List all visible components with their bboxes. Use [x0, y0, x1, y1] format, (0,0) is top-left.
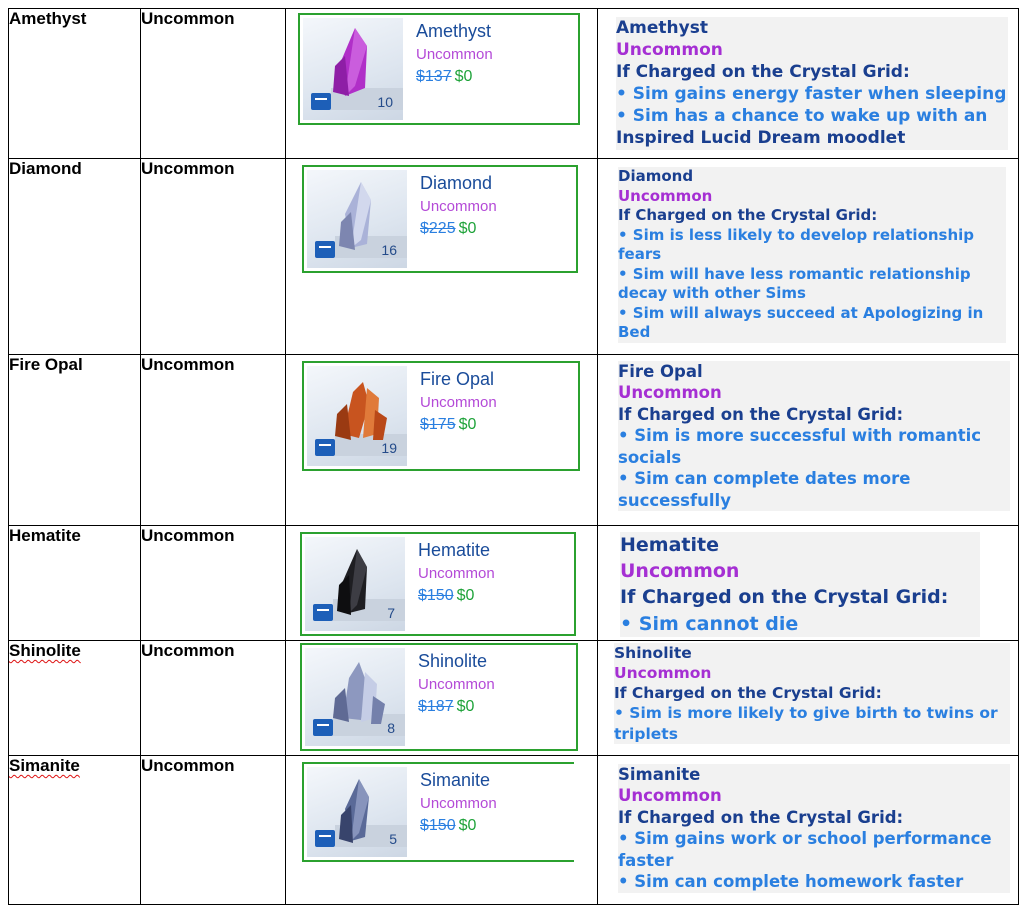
crystal-name: Diamond [9, 159, 82, 178]
desc-title: Hematite [620, 534, 719, 556]
crystal-icon [327, 656, 391, 736]
desc-line: • Sim will always succeed at Apologizing in [618, 303, 984, 322]
storage-icon [315, 439, 335, 456]
card-rarity: Uncommon [420, 795, 497, 812]
card-name: Hematite [418, 540, 491, 560]
crystal-name-cell [9, 159, 141, 355]
item-count: 10 [377, 94, 393, 110]
desc-line: • Sim will have less romantic relationship [618, 264, 971, 283]
old-price: $225 [420, 220, 456, 237]
desc-rarity: Uncommon [620, 560, 740, 583]
card-info [418, 651, 572, 716]
card-info [420, 173, 572, 238]
description-cell [598, 526, 1019, 641]
table-row [9, 159, 1019, 355]
description-cell [598, 641, 1019, 756]
description-cell [598, 756, 1019, 905]
rarity-cell [141, 756, 286, 905]
crystal-card [302, 762, 574, 862]
desc-heading: If Charged on the Crystal Grid: [618, 807, 904, 827]
desc-line: successfully [618, 490, 731, 510]
storage-icon [315, 830, 335, 847]
old-price: $137 [416, 68, 452, 85]
desc-rarity: Uncommon [618, 383, 722, 403]
desc-line: • Sim gains work or school performance [618, 829, 992, 849]
old-price: $150 [418, 587, 454, 604]
desc-line: • Sim cannot die [620, 612, 799, 635]
desc-title: Diamond [618, 167, 694, 185]
new-price: $0 [454, 68, 473, 85]
description-cell [598, 159, 1019, 355]
new-price: $0 [458, 416, 477, 433]
table-row [9, 641, 1019, 756]
desc-heading: If Charged on the Crystal Grid: [620, 586, 949, 609]
description-panel [620, 532, 980, 637]
item-count: 8 [387, 720, 395, 736]
desc-line: socials [618, 447, 682, 467]
new-price: $0 [458, 817, 477, 834]
desc-heading: If Charged on the Crystal Grid: [618, 206, 878, 224]
crystal-thumbnail [307, 170, 407, 268]
crystal-card [302, 361, 580, 471]
table-row [9, 9, 1019, 159]
desc-heading: If Charged on the Crystal Grid: [618, 404, 904, 424]
card-info [420, 369, 574, 434]
crystal-name: Amethyst [9, 9, 87, 28]
card-name: Simanite [420, 770, 491, 790]
desc-line: • Sim gains energy faster when sleeping [616, 84, 1007, 105]
old-price: $187 [418, 698, 454, 715]
table-row [9, 526, 1019, 641]
crystal-name-cell [9, 355, 141, 526]
desc-line: • Sim can complete homework faster [618, 872, 964, 892]
crystal-thumbnail [303, 18, 403, 120]
rarity-cell [141, 159, 286, 355]
card-name: Shinolite [418, 651, 488, 671]
desc-title: Shinolite [614, 644, 692, 662]
desc-line: faster [618, 850, 674, 870]
description-panel [616, 17, 1008, 150]
desc-line: • Sim can complete dates more [618, 469, 911, 489]
card-price [420, 817, 570, 835]
card-price [416, 68, 574, 86]
card-price [418, 587, 570, 605]
crystal-thumbnail [307, 366, 407, 466]
desc-line: decay with other Sims [618, 284, 806, 302]
crystal-name: Hematite [9, 526, 81, 545]
description-cell [598, 355, 1019, 526]
card-price [420, 416, 574, 434]
crystal-name-cell [9, 756, 141, 905]
crystal-name-cell [9, 526, 141, 641]
item-count: 16 [381, 242, 397, 258]
rarity-text: Uncommon [141, 159, 235, 178]
item-count: 7 [387, 605, 395, 621]
crystal-card [300, 532, 576, 636]
desc-line: Bed [618, 323, 651, 341]
storage-icon [313, 719, 333, 736]
description-panel [618, 361, 1010, 511]
storage-icon [315, 241, 335, 258]
desc-title: Amethyst [616, 18, 708, 38]
rarity-cell [141, 641, 286, 756]
table-row [9, 756, 1019, 905]
card-info [416, 21, 574, 86]
crystal-icon [327, 545, 387, 623]
desc-rarity: Uncommon [618, 786, 722, 806]
rarity-text: Uncommon [141, 9, 235, 28]
description-cell [598, 9, 1019, 159]
description-panel [618, 764, 1010, 893]
crystal-card [298, 13, 580, 125]
desc-heading: If Charged on the Crystal Grid: [616, 62, 910, 83]
card-rarity: Uncommon [416, 46, 493, 63]
card-rarity: Uncommon [420, 198, 497, 215]
rarity-text: Uncommon [141, 641, 235, 660]
rarity-cell [141, 355, 286, 526]
crystal-thumbnail [305, 648, 405, 746]
rarity-text: Uncommon [141, 355, 235, 374]
card-cell [286, 159, 598, 355]
old-price: $150 [420, 817, 456, 834]
rarity-text: Uncommon [141, 526, 235, 545]
card-price [418, 698, 572, 716]
card-info [420, 770, 570, 835]
crystal-card [300, 643, 578, 751]
storage-icon [313, 604, 333, 621]
card-cell [286, 756, 598, 905]
new-price: $0 [456, 587, 475, 604]
crystal-name-cell [9, 641, 141, 756]
crystal-icon [329, 775, 389, 851]
item-count: 5 [389, 831, 397, 847]
card-name: Amethyst [416, 21, 492, 41]
desc-line: triplets [614, 724, 678, 743]
card-info [418, 540, 570, 605]
card-name: Diamond [420, 173, 493, 193]
description-panel [614, 643, 1010, 744]
desc-line: fears [618, 245, 662, 263]
desc-title: Simanite [618, 765, 701, 784]
desc-line: Inspired Lucid Dream moodlet [616, 128, 906, 149]
card-name: Fire Opal [420, 369, 495, 389]
item-count: 19 [381, 440, 397, 456]
crystal-icon [329, 178, 389, 258]
rarity-cell [141, 9, 286, 159]
crystal-name: Fire Opal [9, 355, 83, 374]
card-rarity: Uncommon [420, 394, 497, 411]
desc-line: • Sim is more likely to give birth to twins or [614, 704, 998, 723]
card-cell [286, 9, 598, 159]
card-cell [286, 355, 598, 526]
crystal-table [8, 8, 1019, 905]
rarity-cell [141, 526, 286, 641]
description-panel [618, 167, 1006, 343]
new-price: $0 [458, 220, 477, 237]
crystal-name: Shinolite [9, 641, 81, 660]
table-row [9, 355, 1019, 526]
card-rarity: Uncommon [418, 565, 495, 582]
card-cell [286, 641, 598, 756]
crystal-name: Simanite [9, 756, 80, 775]
rarity-text: Uncommon [141, 756, 235, 775]
desc-line: • Sim is less likely to develop relationship [618, 225, 975, 244]
storage-icon [311, 93, 331, 110]
desc-heading: If Charged on the Crystal Grid: [614, 684, 882, 703]
desc-rarity: Uncommon [618, 186, 713, 205]
crystal-card [302, 165, 578, 273]
desc-title: Fire Opal [618, 362, 703, 381]
crystal-thumbnail [307, 767, 407, 857]
crystal-name-cell [9, 9, 141, 159]
desc-rarity: Uncommon [616, 40, 723, 61]
new-price: $0 [456, 698, 475, 715]
card-cell [286, 526, 598, 641]
crystal-icon [325, 26, 385, 106]
desc-line: • Sim has a chance to wake up with an [616, 106, 988, 127]
crystal-thumbnail [305, 537, 405, 631]
desc-line: • Sim is more successful with romantic [618, 426, 982, 446]
card-rarity: Uncommon [418, 676, 495, 693]
old-price: $175 [420, 416, 456, 433]
desc-rarity: Uncommon [614, 664, 712, 683]
card-price [420, 220, 572, 238]
